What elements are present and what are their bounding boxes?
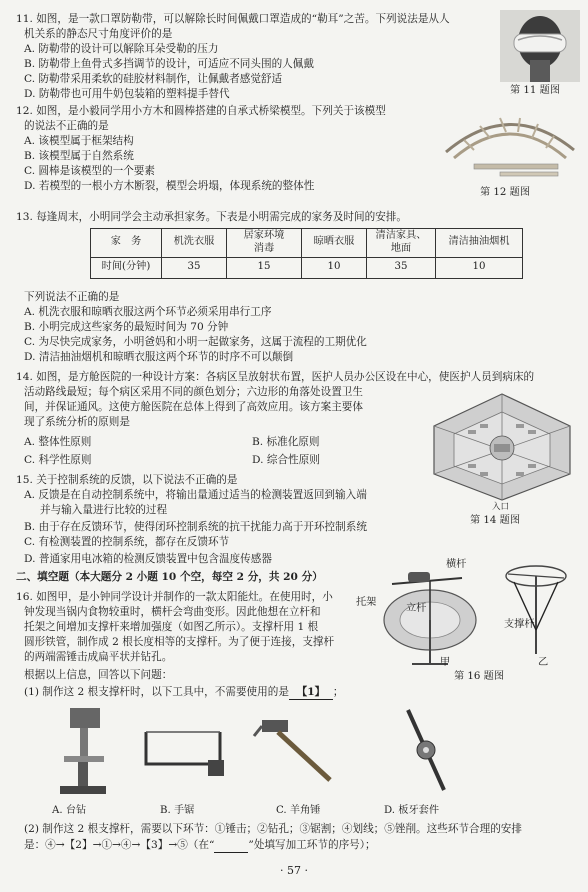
q13-sub-stem: 下列说法不正确的是 [24,291,120,303]
q16-part1-end: ； [332,686,344,698]
table-header-cell [227,229,302,258]
q12-option-b: B. 该模型属于自然系统 [24,150,134,162]
q14-stem-line3: 间，并保证通风。这使方舱医院在总体上得到了高效应用。该方案主要体 [24,401,363,413]
label-tuojia: 托架 [356,597,377,608]
q16-part2-line2 [24,838,578,853]
support-rod-figure-yi [488,560,580,660]
q16-stem-line2: 钟发现当锅内食物较重时，横杆会弯曲变形。因此他想在立杆和 [24,606,321,618]
q15-option-a-line1: A. 反馈是在自动控制系统中，将输出量通过适当的检测装置返回到输入端 [24,489,367,501]
hacksaw-icon [138,720,228,780]
table-cell: 10 [302,257,367,278]
q14-stem-line1: 14. 如图，是方舱医院的一种设计方案：各病区呈放射状布置，医护人员办公区设在中心，使医护人员到病床的 [16,371,535,383]
page-number: · 57 · [280,864,308,877]
table-cell: 35 [162,257,227,278]
q11-stem-line2: 机关系的静态尺寸角度评价的是 [24,28,173,40]
answer-blank-example[interactable] [214,838,248,853]
q15-option-b: B. 由于存在反馈环节，使得闭环控制系统的抗干扰能力高于开环控制系统 [24,521,367,533]
q11-option-a: A. 防勒带的设计可以解除耳朵受勒的压力 [24,43,219,55]
label-yi: 乙 [538,657,549,668]
q14-option-b: B. 标准化原则 [252,436,320,448]
hospital-entrance-label: 入口 [492,502,510,512]
q15-stem: 15. 关于控制系统的反馈，以下说法不正确的是 [16,474,238,486]
q14-caption: 第 14 题图 [470,515,521,526]
tool-a-label: A. 台钻 [52,805,87,816]
bridge-model-figure [440,100,580,180]
label-zhicheng: 支撑杆 [504,619,535,630]
q15-option-a-line2: 并与输入量进行比较的过程 [40,504,168,516]
q15-option-c: C. 有检测装置的控制系统，都存在反馈环节 [24,536,230,548]
q16-stem-line4: 圆形铁管，制作成 2 根长度相等的支撑杆。为了便于连接，支撑杆 [24,636,335,648]
label-ligan: 立杆 [406,603,427,614]
q14-option-c: C. 科学性原则 [24,454,92,466]
claw-hammer-icon [252,714,336,786]
mask-strap-photo [500,10,580,82]
q16-stem-line5: 的两端需锤击成扁平状并钻孔。 [24,651,173,663]
q13-option-d: D. 清洁抽油烟机和晾晒衣服这两个环节的时序不可以颠倒 [24,351,294,363]
q13-option-c: C. 为尽快完成家务，小明爸妈和小明一起做家务，这属于流程的工期优化 [24,336,367,348]
table-header-cell: 清洁抽油烟机 [436,229,523,258]
q16-stem-line6: 根据以上信息，回答以下问题： [24,669,173,681]
table-cell: 10 [436,257,523,278]
label-jia: 甲 [440,657,451,668]
q11-caption: 第 11 题图 [510,85,561,96]
q16-stem-line3: 托架之间增加支撑杆来增加强度（如图乙所示）。支撑杆用 1 根 [24,621,319,633]
solar-cooker-figure-jia [372,560,488,672]
table-row [91,257,523,278]
q11-option-c: C. 防勒带采用柔软的硅胶材料制作，让佩戴者感觉舒适 [24,73,283,85]
tool-d-label: D. 板牙套件 [384,805,440,816]
table-header-task: 家 务 [91,229,162,258]
q13-option-b: B. 小明完成这些家务的最短时间为 70 分钟 [24,321,229,333]
q12-option-c: C. 圆棒是该模型的一个要素 [24,165,155,177]
q14-stem-line4: 现了系统分析的原则是 [24,416,130,428]
q16-part1-text: (1) 制作这 2 根支撑杆时，以下工具中，不需要使用的是 [24,686,289,698]
tool-b-label: B. 手锯 [160,805,195,816]
q13-stem: 13. 每逢周末，小明同学会主动承担家务。下表是小明需完成的家务及时间的安排。 [16,211,407,223]
q14-option-a: A. 整体性原则 [24,436,92,448]
q15-option-d: D. 普通家用电冰箱的检测反馈装置中包含温度传感器 [24,553,272,565]
cell-text: 清洁家具、 [375,230,427,241]
tool-c-label: C. 羊角锤 [276,805,321,816]
table-header-cell [367,229,436,258]
table-row [91,229,523,258]
q12-stem-line1: 12. 如图，是小毅同学用小方木和圆棒搭建的自承式桥梁模型。下列关于该模型 [16,105,386,117]
cell-text: 地面 [390,242,412,254]
table-header-time: 时间(分钟) [91,257,162,278]
bench-drill-icon [52,704,112,796]
answer-blank-1[interactable]: 【1】 [289,685,333,700]
q14-option-d: D. 综合性原则 [252,454,320,466]
q11-option-d: D. 防勒带也可用牛奶包装箱的塑料提手替代 [24,88,230,100]
q16-part2-line1: (2) 制作这 2 根支撑杆，需要以下环节：①锤击；②钻孔；③锯割；④划线；⑤锉削。这些环节合理的安排 [24,823,522,835]
q11-option-b: B. 防勒带上鱼骨式多挡调节的设计，可适应不同头围的人佩戴 [24,58,314,70]
table-cell: 15 [227,257,302,278]
table-header-cell: 机洗衣服 [162,229,227,258]
q12-stem-line2: 的说法不正确的是 [24,120,109,132]
q16-caption: 第 16 题图 [454,671,505,682]
q13-option-a: A. 机洗衣服和晾晒衣服这两个环节必须采用串行工序 [24,306,272,318]
q12-caption: 第 12 题图 [480,187,531,198]
q11-stem-line1: 11. 如图，是一款口罩防勒带，可以解除长时间佩戴口罩造成的“勒耳”之苦。下列说法是从人 [16,13,450,25]
q16-part1 [24,685,578,700]
q12-option-a: A. 该模型属于框架结构 [24,135,134,147]
table-cell: 35 [367,257,436,278]
q12-option-d: D. 若模型的一根小方木断裂，模型会坍塌，体现系统的整体性 [24,180,315,192]
label-hengan: 横杆 [446,559,467,570]
table-header-cell: 晾晒衣服 [302,229,367,258]
q16-part2-end: ”处填写加工环节的序号）； [248,839,376,851]
cell-text: 消毒 [253,242,275,254]
die-set-icon [400,706,452,794]
cell-text: 居家环境 [243,230,285,241]
q16-stem-line1: 16. 如图甲，是小钟同学设计并制作的一款太阳能灶。在使用时，小 [16,591,333,603]
q16-part2-text: 是：④→【2】→①→④→【3】→⑤（在“ [24,839,215,851]
q14-stem-line2: 活动路线最短；每个病区采用不同的颜色划分；六边形的角落处设置卫生 [24,386,363,398]
chores-table [90,228,523,279]
section-2-heading: 二、填空题（本大题分 2 小题 10 个空，每空 2 分，共 20 分） [16,571,323,583]
